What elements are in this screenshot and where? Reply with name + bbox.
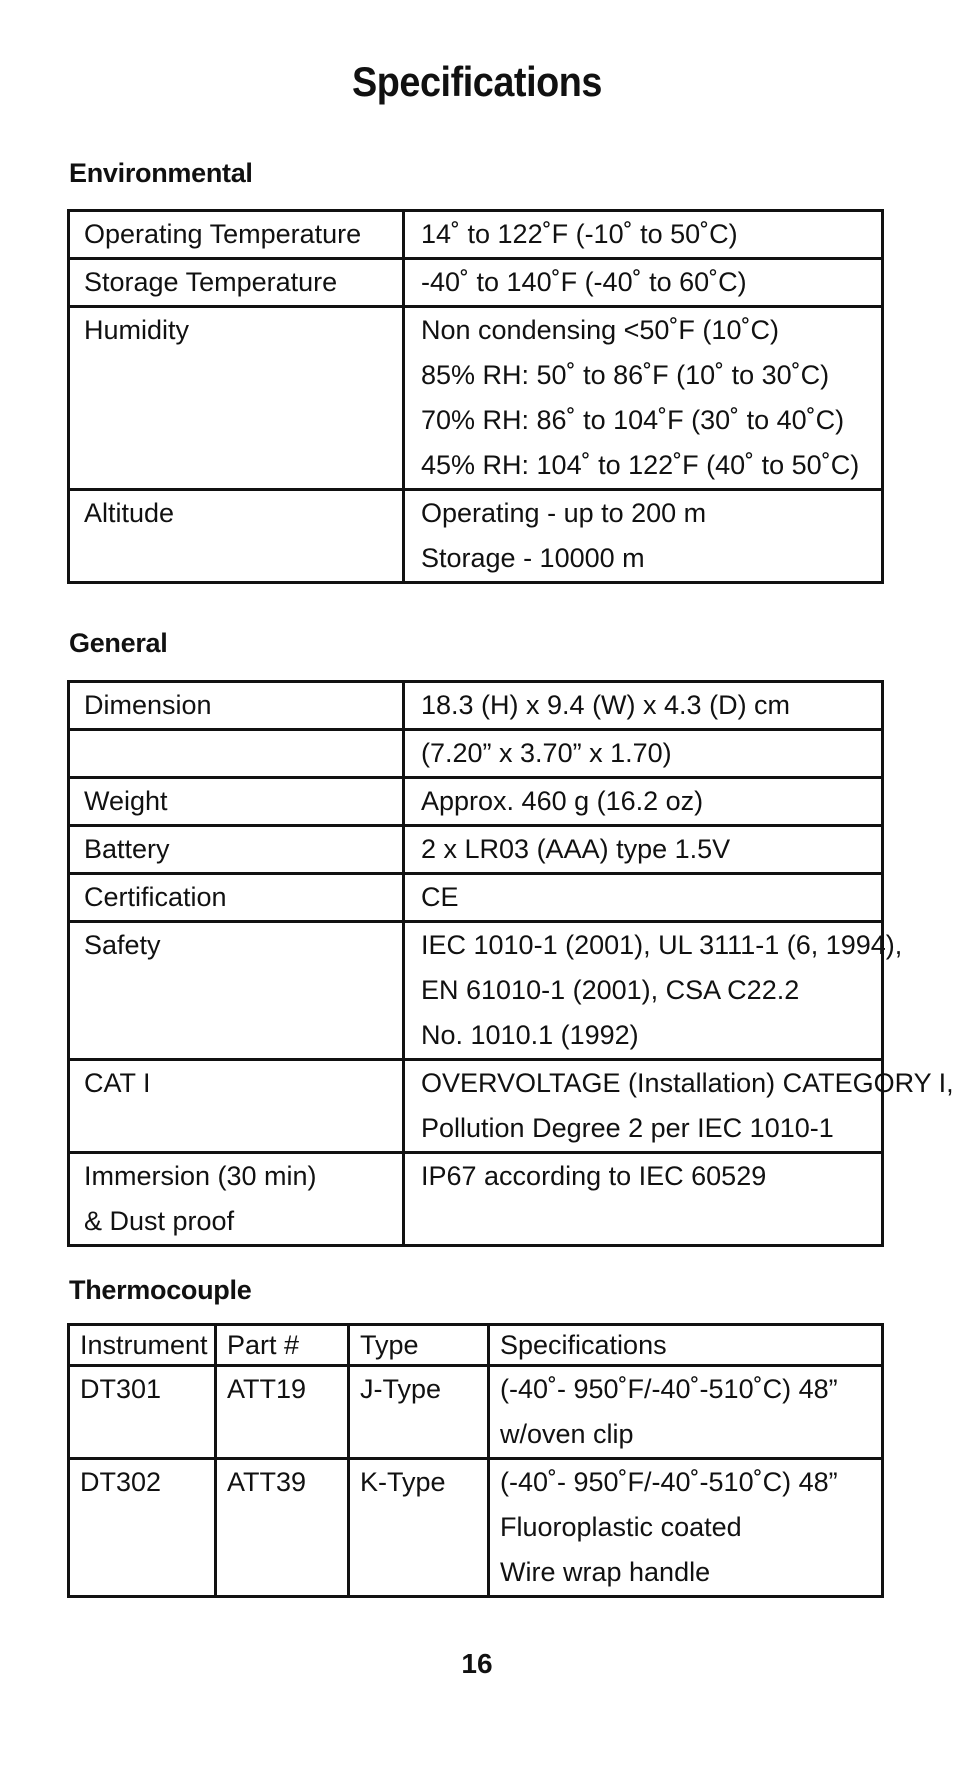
spec-value-line: Approx. 460 g (16.2 oz) bbox=[421, 786, 704, 816]
header-instrument: Instrument bbox=[69, 1325, 216, 1366]
spec-row bbox=[69, 307, 883, 490]
instrument-cell bbox=[69, 1459, 216, 1597]
specs-cell-line: (-40˚- 950˚F/-40˚-510˚C) 48” bbox=[500, 1374, 838, 1404]
spec-value-line: -40˚ to 140˚F (-40˚ to 60˚C) bbox=[421, 267, 747, 297]
page-title: Specifications bbox=[351, 58, 602, 105]
specs-cell bbox=[489, 1366, 883, 1459]
thermocouple-row bbox=[69, 1459, 883, 1597]
part-cell bbox=[216, 1459, 349, 1597]
spec-label-line: Humidity bbox=[84, 315, 190, 345]
spec-row bbox=[69, 211, 883, 259]
type-cell-line: K-Type bbox=[360, 1467, 446, 1497]
spec-value-line: IEC 1010-1 (2001), UL 3111-1 (6, 1994), bbox=[421, 930, 903, 960]
specs-cell-line: (-40˚- 950˚F/-40˚-510˚C) 48” bbox=[500, 1467, 838, 1497]
spec-value-line: Pollution Degree 2 per IEC 1010-1 bbox=[421, 1113, 834, 1143]
spec-label bbox=[69, 307, 404, 490]
instrument-cell-line: DT301 bbox=[80, 1374, 162, 1404]
instrument-cell bbox=[69, 1366, 216, 1459]
spec-label bbox=[69, 211, 404, 259]
instrument-cell-line: DT302 bbox=[80, 1467, 162, 1497]
spec-value-line: 14˚ to 122˚F (-10˚ to 50˚C) bbox=[421, 219, 738, 249]
spec-label-line: & Dust proof bbox=[84, 1206, 235, 1236]
spec-value-line: Storage - 10000 m bbox=[421, 543, 645, 573]
spec-row bbox=[69, 259, 883, 307]
spec-value bbox=[404, 874, 883, 922]
spec-value bbox=[404, 922, 903, 1060]
page-number: 16 bbox=[461, 1648, 493, 1679]
specs-cell-line: Wire wrap handle bbox=[500, 1557, 711, 1587]
spec-label bbox=[69, 259, 404, 307]
spec-row bbox=[69, 826, 883, 874]
part-cell-line: ATT19 bbox=[227, 1374, 307, 1404]
spec-value-line: 2 x LR03 (AAA) type 1.5V bbox=[421, 834, 731, 864]
environmental-table bbox=[67, 209, 884, 584]
spec-value bbox=[404, 826, 883, 874]
spec-value bbox=[404, 778, 883, 826]
thermocouple-header-row bbox=[69, 1325, 883, 1366]
spec-label bbox=[69, 826, 404, 874]
spec-value bbox=[404, 1153, 883, 1246]
type-cell-line: J-Type bbox=[360, 1374, 442, 1404]
spec-label bbox=[69, 778, 404, 826]
spec-label bbox=[69, 682, 404, 730]
spec-value-line: 18.3 (H) x 9.4 (W) x 4.3 (D) cm bbox=[421, 690, 791, 720]
environmental-heading: Environmental bbox=[69, 158, 253, 188]
spec-value-line: (7.20” x 3.70” x 1.70) bbox=[421, 738, 672, 768]
spec-row bbox=[69, 874, 883, 922]
thermocouple-heading: Thermocouple bbox=[69, 1275, 252, 1305]
header-specifications: Specifications bbox=[489, 1325, 883, 1366]
spec-value bbox=[404, 1060, 954, 1153]
thermocouple-table bbox=[67, 1323, 884, 1598]
spec-row bbox=[69, 922, 883, 1060]
spec-label-line: Operating Temperature bbox=[84, 219, 362, 249]
spec-row bbox=[69, 490, 883, 583]
type-cell bbox=[349, 1366, 489, 1459]
spec-value bbox=[404, 730, 883, 778]
spec-value bbox=[404, 307, 883, 490]
spec-value-line: Operating - up to 200 m bbox=[421, 498, 707, 528]
spec-label-line: Weight bbox=[84, 786, 168, 816]
spec-value-line: IP67 according to IEC 60529 bbox=[421, 1161, 767, 1191]
spec-value bbox=[404, 490, 883, 583]
spec-value bbox=[404, 211, 883, 259]
part-cell bbox=[216, 1366, 349, 1459]
spec-label-line: Storage Temperature bbox=[84, 267, 338, 297]
spec-label bbox=[69, 874, 404, 922]
thermocouple-row bbox=[69, 1366, 883, 1459]
spec-label-line: Safety bbox=[84, 930, 161, 960]
spec-label-line: Altitude bbox=[84, 498, 175, 528]
spec-value-line: 85% RH: 50˚ to 86˚F (10˚ to 30˚C) bbox=[421, 360, 830, 390]
spec-row bbox=[69, 1153, 883, 1246]
general-heading: General bbox=[69, 628, 168, 658]
type-cell bbox=[349, 1459, 489, 1597]
specs-cell-line: w/oven clip bbox=[500, 1419, 634, 1449]
part-cell-line: ATT39 bbox=[227, 1467, 307, 1497]
general-table bbox=[67, 680, 954, 1247]
spec-label bbox=[69, 730, 404, 778]
header-part: Part # bbox=[216, 1325, 349, 1366]
specs-cell-line: Fluoroplastic coated bbox=[500, 1512, 742, 1542]
spec-value-line: Non condensing <50˚F (10˚C) bbox=[421, 315, 779, 345]
spec-value-line: 45% RH: 104˚ to 122˚F (40˚ to 50˚C) bbox=[421, 450, 860, 480]
header-type: Type bbox=[349, 1325, 489, 1366]
spec-value-line: OVERVOLTAGE (Installation) CATEGORY I, bbox=[421, 1068, 954, 1098]
spec-value-line: No. 1010.1 (1992) bbox=[421, 1020, 639, 1050]
spec-value-line: EN 61010-1 (2001), CSA C22.2 bbox=[421, 975, 800, 1005]
spec-row bbox=[69, 682, 883, 730]
spec-value bbox=[404, 682, 883, 730]
spec-label bbox=[69, 1060, 404, 1153]
spec-label-line: Dimension bbox=[84, 690, 212, 720]
spec-value-line: 70% RH: 86˚ to 104˚F (30˚ to 40˚C) bbox=[421, 405, 845, 435]
spec-row bbox=[69, 730, 883, 778]
specs-cell bbox=[489, 1459, 883, 1597]
spec-value bbox=[404, 259, 883, 307]
spec-label-line: Immersion (30 min) bbox=[84, 1161, 317, 1191]
spec-label-line: Battery bbox=[84, 834, 170, 864]
spec-label-line bbox=[84, 731, 402, 776]
spec-row bbox=[69, 778, 883, 826]
spec-label bbox=[69, 1153, 404, 1246]
spec-label-line: Certification bbox=[84, 882, 227, 912]
spec-value-line: CE bbox=[421, 882, 459, 912]
spec-row bbox=[69, 1060, 883, 1153]
spec-label bbox=[69, 490, 404, 583]
spec-label-line: CAT I bbox=[84, 1068, 151, 1098]
spec-label bbox=[69, 922, 404, 1060]
